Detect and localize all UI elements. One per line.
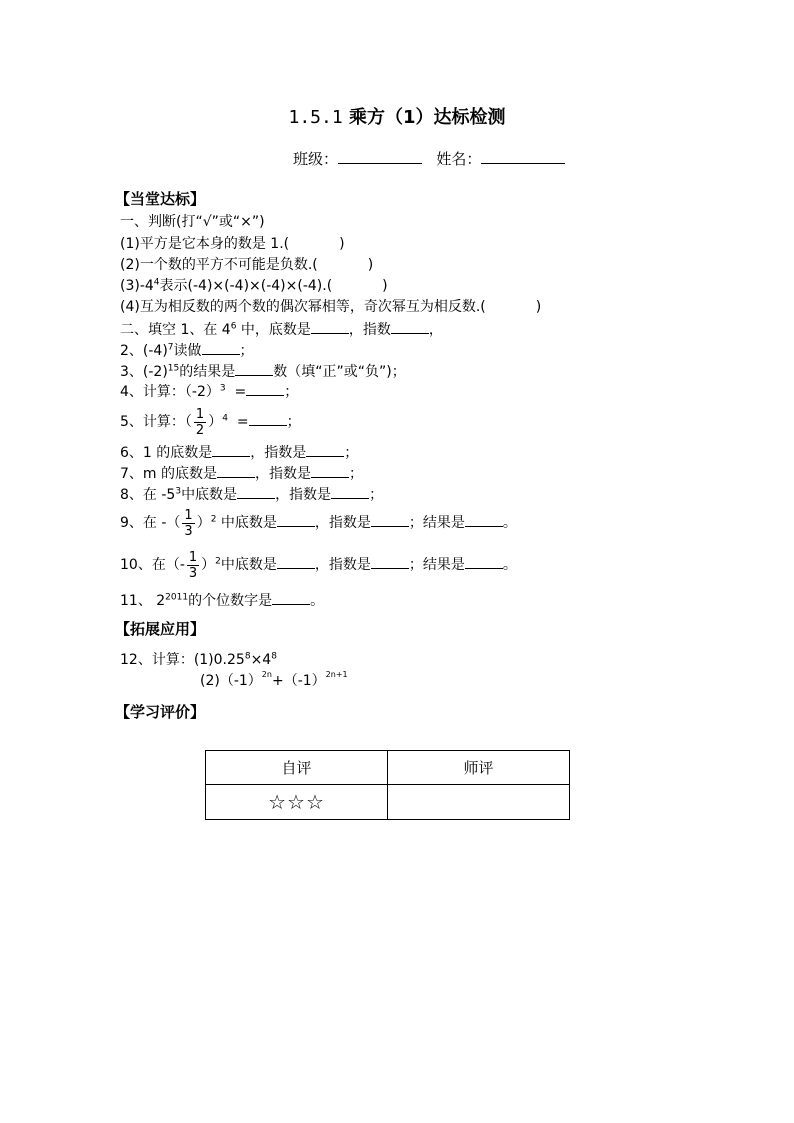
name-label: 姓名： <box>436 150 482 168</box>
judge-q2: (2)一个数的平方不可能是负数.( ) <box>120 257 374 273</box>
fraction: $\frac{1}{2}$ <box>195 406 205 438</box>
teacher-eval-header: 师评 <box>388 751 570 785</box>
name-blank[interactable] <box>481 149 565 164</box>
answer-blank[interactable] <box>371 512 409 527</box>
fill-q9: 9、在 -（ $\frac{1}{3}$ ）$^2$ 中底数是 ，指数是 ；结果是 。 <box>120 507 517 539</box>
evaluation-table <box>205 750 570 820</box>
fill-q3: 3、$(-2)^{15}$的结果是 数（填“正”或“负”)； <box>120 361 406 382</box>
fill-q10: 10、在（- $\frac{1}{3}$ ）$^2$中底数是 ，指数是 ；结果是 。 <box>120 549 517 581</box>
answer-blank[interactable] <box>277 554 315 569</box>
judge-q1: (1)平方是它本身的数是 1.( ) <box>120 236 345 252</box>
page-title <box>0 106 794 130</box>
calc-q12-line1: 12、计算：$(1)0.25^8\times 4^8$ <box>120 651 277 668</box>
answer-blank[interactable] <box>331 484 369 499</box>
judge-q3: $(3)-4^4$表示(-4)×(-4)×(-4)×(-4).( ) <box>120 277 388 294</box>
class-label: 班级： <box>293 150 339 168</box>
section-dangtang: 【当堂达标】 <box>115 190 206 208</box>
answer-blank[interactable] <box>391 319 429 334</box>
judge-q4: (4)互为相反数的两个数的偶次幂相等，奇次幂互为相反数.( ) <box>120 299 542 315</box>
answer-blank[interactable] <box>237 484 275 499</box>
answer-blank[interactable] <box>212 442 250 457</box>
class-blank[interactable] <box>338 149 422 164</box>
answer-blank[interactable] <box>235 361 273 376</box>
answer-blank[interactable] <box>306 442 344 457</box>
fraction: $\frac{1}{3}$ <box>184 507 193 539</box>
fraction: $\frac{1}{3}$ <box>188 549 198 581</box>
answer-blank[interactable] <box>371 554 409 569</box>
answer-blank[interactable] <box>272 590 310 605</box>
fill-q5: 5、计算：（ $\frac{1}{2}$ ）$^4$ = ； <box>120 406 301 438</box>
self-eval-stars[interactable] <box>206 785 388 820</box>
section-tuozhan: 【拓展应用】 <box>115 620 206 638</box>
title-text: 乘方（1）达标检测 <box>348 107 506 128</box>
fill-q2: 2、$(-4)^7$读做 ； <box>120 340 254 361</box>
fill-q6: 6、1 的底数是 ，指数是 ； <box>120 442 358 463</box>
answer-blank[interactable] <box>311 319 349 334</box>
answer-blank[interactable] <box>465 512 503 527</box>
calc-q12-line2: $(2)(-1)^{2n}+(-1)^{2n+1}$ <box>200 670 348 689</box>
class-name-line <box>293 148 565 170</box>
self-eval-header: 自评 <box>206 751 388 785</box>
fill-q8: 8、在 $-5^3$中底数是 ，指数是 ； <box>120 484 383 505</box>
section-pingjia: 【学习评价】 <box>115 703 206 721</box>
answer-blank[interactable] <box>277 512 315 527</box>
star-icon[interactable]: ☆☆☆ <box>268 790 325 814</box>
teacher-eval-cell[interactable] <box>388 785 570 820</box>
answer-blank[interactable] <box>311 463 349 478</box>
fill-q1: 二、填空 1、在 $4^6$ 中，底数是 ，指数 ， <box>120 319 443 340</box>
answer-blank[interactable] <box>217 463 255 478</box>
answer-blank[interactable] <box>465 554 503 569</box>
fill-q4: 4、计算：$(-2)^3$ = ； <box>120 381 298 402</box>
fill-q7: 7、m 的底数是 ，指数是 ； <box>120 463 363 484</box>
answer-blank[interactable] <box>249 411 287 426</box>
part1-heading: 一、判断(打“√”或“×”) <box>120 214 265 230</box>
title-number: 1.5.1 <box>288 107 343 128</box>
answer-blank[interactable] <box>202 340 240 355</box>
fill-q11: 11、 $2^{2011}$的个位数字是 。 <box>120 590 324 611</box>
answer-blank[interactable] <box>246 381 284 396</box>
